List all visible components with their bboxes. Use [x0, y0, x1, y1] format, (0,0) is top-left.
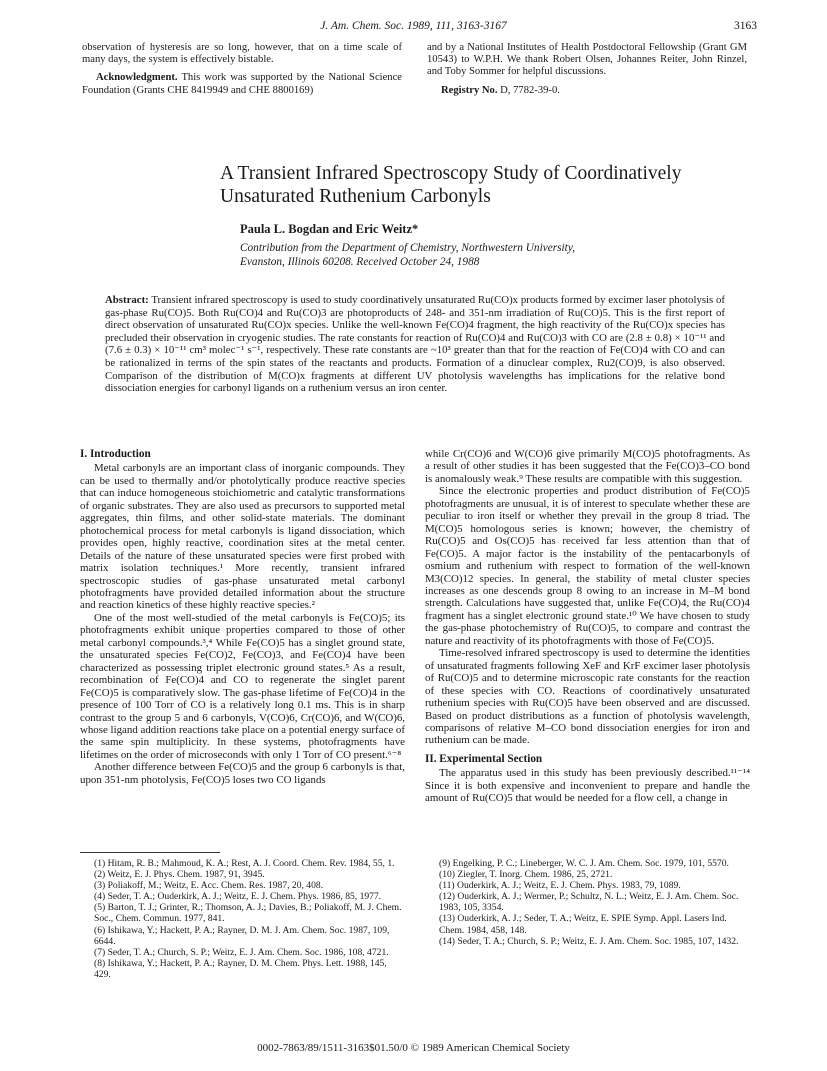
previous-article-end-left	[82, 42, 402, 103]
registry-text: D, 7782-39-0.	[500, 84, 560, 96]
footnotes-left	[80, 852, 405, 980]
body-paragraph: The apparatus used in this study has been previously described.¹¹⁻¹⁴ Since it is both expensive and inconvenient to prepare and handle the amount of Ru(CO)5 that would be needed for a flow cell, a change in	[425, 767, 750, 805]
footnote: (4) Seder, T. A.; Ouderkirk, A. J.; Weitz, E. J. Chem. Phys. 1986, 85, 1977.	[94, 891, 382, 903]
body-paragraph: Another difference between Fe(CO)5 and the group 6 carbonyls is that, upon 351-nm photolysis, Fe(CO)5 loses two CO ligands	[80, 761, 405, 786]
footnote: (14) Seder, T. A.; Church, S. P.; Weitz, E. J. Am. Chem. Soc. 1985, 107, 1432.	[439, 935, 739, 947]
acknowledgment-text: This work was supported by the National Science Foundation (Grants CHE 8419949 and CHE 8800169)	[82, 72, 402, 96]
footnote: (13) Ouderkirk, A. J.; Seder, T. A.; Weitz, E. SPIE Symp. Appl. Lasers Ind. Chem. 1984, 458, 148.	[439, 913, 727, 936]
registry-label: Registry No.	[441, 84, 498, 96]
affiliation-line: Contribution from the Department of Chemistry, Northwestern University,	[240, 242, 576, 254]
section-heading-experimental: II. Experimental Section	[425, 752, 543, 765]
previous-article-end-right	[427, 42, 747, 103]
body-paragraph: observation of hysteresis are so long, however, that on a time scale of many days, the system is effectively bistable.	[82, 42, 402, 66]
article-authors: Paula L. Bogdan and Eric Weitz*	[240, 222, 419, 236]
acknowledgment	[82, 72, 402, 96]
body-paragraph: One of the most well-studied of the metal carbonyls is Fe(CO)5; its photofragments exhibit unique properties compared to those of other metal carbonyl compounds.³,⁴ While Fe(CO)5 has a singlet ground state, the unsaturated species Fe(CO)2, Fe(CO)3, and Fe(CO)4 have been characterized as possessing triplet electronic ground states.⁵ As a result, recombination of Fe(CO)4 and CO to regenerate the singlet parent Fe(CO)5 is comparatively slow. The gas-phase lifetime of Fe(CO)4 in the presence of 100 Torr of CO is a relatively long 0.1 ms. This is in sharp contrast to the group 5 and 6 carbonyls, V(CO)6, Cr(CO)6, and W(CO)6, whose ligand addition reactions take place on a potential energy surface of the same spin multiplicity. In these systems, photofragments have lifetimes on the order of microseconds with only 1 Torr of CO present.⁶⁻⁸	[80, 611, 405, 761]
footnote: (1) Hitam, R. B.; Mahmoud, K. A.; Rest, A. J. Coord. Chem. Rev. 1984, 55, 1.	[94, 858, 395, 869]
abstract	[105, 294, 725, 395]
footnote: (9) Engelking, P. C.; Lineberger, W. C. J. Am. Chem. Soc. 1979, 101, 5570.	[439, 858, 729, 869]
footnote: (7) Seder, T. A.; Church, S. P.; Weitz, E. J. Am. Chem. Soc. 1986, 108, 4721.	[94, 946, 389, 958]
abstract-label: Abstract:	[105, 294, 149, 306]
footnote: (8) Ishikawa, Y.; Hackett, P. A.; Rayner, D. M. Chem. Phys. Lett. 1988, 145, 429.	[94, 957, 387, 980]
registry-number	[427, 85, 747, 97]
author-affiliation	[240, 242, 660, 269]
body-column-left	[80, 448, 405, 786]
footnotes-right	[425, 852, 750, 947]
page-footer: 0002-7863/89/1511-3163$01.50/0 © 1989 American Chemical Society	[257, 1042, 570, 1054]
article-title: A Transient Infrared Spectroscopy Study of Coordinatively Unsaturated Ruthenium Carbonyls	[220, 163, 682, 207]
acknowledgment-label: Acknowledgment.	[96, 72, 178, 84]
page-number: 3163	[734, 20, 757, 32]
footnote: (12) Ouderkirk, A. J.; Wermer, P.; Schultz, N. L.; Weitz, E. J. Am. Chem. Soc. 1983, 105, 3354.	[439, 891, 739, 914]
body-paragraph: while Cr(CO)6 and W(CO)6 give primarily M(CO)5 photofragments. As a result of other studies it has been suggested that the Fe(CO)3–CO bond is anomalously weak.⁹ These results are compatible with this suggestion.	[425, 448, 750, 485]
footnote: (2) Weitz, E. J. Phys. Chem. 1987, 91, 3945.	[94, 869, 265, 881]
footnote: (10) Ziegler, T. Inorg. Chem. 1986, 25, 2721.	[439, 869, 613, 881]
affiliation-line: Evanston, Illinois 60208. Received October 24, 1988	[240, 255, 480, 268]
footnote: (6) Ishikawa, Y.; Hackett, P. A.; Rayner, D. M. J. Am. Chem. Soc. 1987, 109, 6644.	[94, 924, 390, 947]
page-header	[70, 20, 757, 36]
journal-citation: J. Am. Chem. Soc. 1989, 111, 3163-3167	[320, 20, 507, 32]
body-paragraph: Metal carbonyls are an important class of inorganic compounds. They can be used to thermally and/or photolytically produce reactive species that can induce homogeneous stoichiometric and catalytic transformations of organic substrates. They are also used as precursors to supported metal aggregates, thin films, and other solid-state materials. The dominant photochemical process for metal carbonyls is ligand dissociation, which provides open, highly reactive, coordination sites at the metal center. Details of the nature of these unsaturated species were first probed with matrix isolation techniques.¹ More recently, transient infrared spectroscopic studies of gas-phase unsaturated metal carbonyl photofragments have provided detailed information about the structure and reaction kinetics of these highly reactive species.²	[80, 462, 405, 612]
body-paragraph: Time-resolved infrared spectroscopy is used to determine the identities of unsaturated fragments following XeF and KrF excimer laser photolysis of Ru(CO)5 and to determine microscopic rate constants for the reaction of these species with CO. Reactions of coordinatively unsaturated ruthenium species with Ru(CO)5 have been observed and are discussed. Based on product distributions as a function of photolysis wavelength, comparisons of relative M–CO bond dissociation energies for iron and ruthenium can be made.	[425, 647, 750, 747]
footnote: (3) Poliakoff, M.; Weitz, E. Acc. Chem. Res. 1987, 20, 408.	[94, 880, 324, 892]
footnote: (11) Ouderkirk, A. J.; Weitz, E. J. Chem. Phys. 1983, 79, 1089.	[439, 880, 681, 892]
body-paragraph: Since the electronic properties and product distribution of Fe(CO)5 photofragments are unusual, it is of interest to speculate whether these are peculiar to iron itself or whether they prevail in the group 8 triad. The M(CO)5 homologous series is known; however, the chemistry of Ru(CO)5 and Os(CO)5 has received far less attention than that of Fe(CO)5. A major factor is the instability of the pentacarbonyls of osmium and ruthenium with respect to formation of the well-known M3(CO)12 species. In general, the stability of metal cluster species increases as one descends group 8 owing to an increase in M–M bond strength. Calculations have suggested that, unlike Fe(CO)4, the Ru(CO)4 fragment has a singlet electronic ground state.¹⁰ We have chosen to study the gas-phase photochemistry of Ru(CO)5, to compare and contrast the nature and reactivity of its photofragments with those of Fe(CO)5.	[425, 485, 750, 647]
footnote: (5) Barton, T. J.; Grinter, R.; Thomson, A. J.; Davies, B.; Poliakoff, M. J. Chem. Soc., Chem. Commun. 1977, 841.	[94, 902, 402, 925]
footnote-rule	[80, 852, 220, 853]
section-heading-introduction: I. Introduction	[80, 448, 151, 460]
abstract-text: Transient infrared spectroscopy is used to study coordinatively unsaturated Ru(CO)x products formed by excimer laser photolysis of gas-phase Ru(CO)5. Both Ru(CO)4 and Ru(CO)3 are photoproducts of 248- and 351-nm irradiation of Ru(CO)5. This is the first report of direct observation of unsaturated Ru(CO)x species. Unlike the well-known Fe(CO)4 fragment, the high reactivity of the Ru(CO)x species has precluded their observation in cryogenic studies. The rate constants for reaction of Ru(CO)4 and Ru(CO)3 with CO are (2.8 ± 0.8) × 10⁻¹¹ and (7.6 ± 0.3) × 10⁻¹¹ cm³ molec⁻¹ s⁻¹, respectively. These rate constants are ~10³ greater than that for the reaction of Fe(CO)4 with CO and can be rationalized in terms of the spin states of the reactants and products. Formation of a dinuclear complex, Ru2(CO)9, is also observed. Comparison of the distribution of M(CO)x fragments at different UV photolysis wavelengths has implications for the relative bond dissociation energies for carbonyl ligands on a ruthenium versus an iron center.	[105, 294, 725, 395]
body-column-right	[425, 448, 750, 805]
body-paragraph: and by a National Institutes of Health Postdoctoral Fellowship (Grant GM 10543) to W.P.H. We thank Robert Olsen, Johannes Reiter, John Rinzel, and Toby Sommer for helpful discussions.	[427, 42, 747, 78]
